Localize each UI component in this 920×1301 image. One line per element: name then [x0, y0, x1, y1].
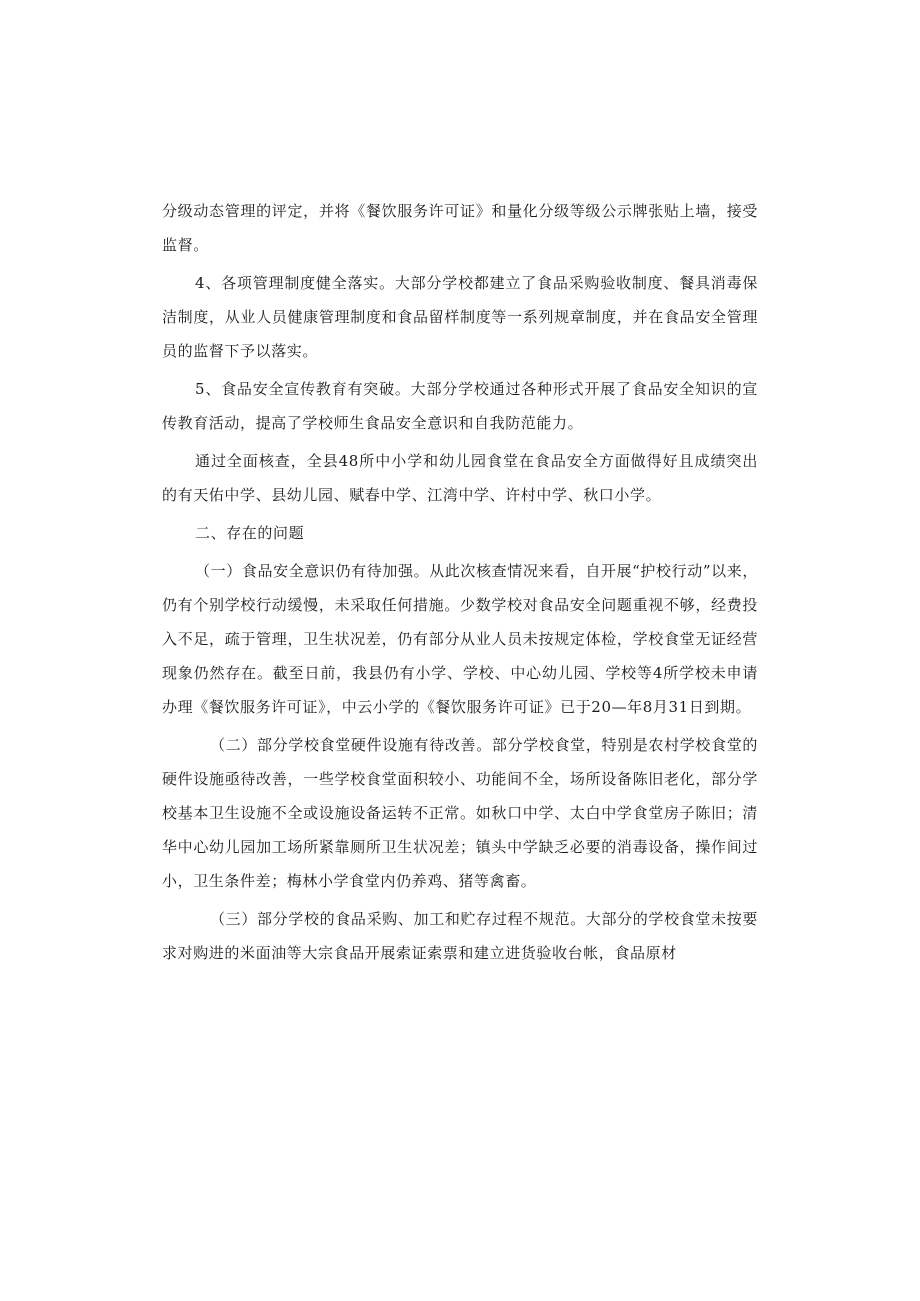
document-body: [162, 194, 758, 970]
paragraph-problem-awareness: （一）食品安全意识仍有待加强。从此次核查情况来看，自开展“护校行动”以来，仍有个别学校行动缓慢，未采取任何措施。少数学校对食品安全问题重视不够，经费投入不足，疏于管理，卫生状况差，仍有部分从业人员未按规定体检，学校食堂无证经营现象仍然存在。截至日前，我县仍有小学、学校、中心幼儿园、学校等4所学校未申请办理《餐饮服务许可证》，中云小学的《餐饮服务许可证》已于20—年8月31日到期。: [162, 562, 758, 716]
paragraph-inspection-results: 通过全面核查，全县48所中小学和幼儿园食堂在食品安全方面做得好且成绩突出的有天佑中学、县幼儿园、赋春中学、江湾中学、许村中学、秋口小学。: [162, 452, 758, 504]
paragraph-safety-education: 5、食品安全宣传教育有突破。大部分学校通过各种形式开展了食品安全知识的宣传教育活动，提高了学校师生食品安全意识和自我防范能力。: [162, 380, 758, 432]
section-heading-problems: 二、存在的问题: [195, 524, 305, 542]
paragraph-management-systems: 4、各项管理制度健全落实。大部分学校都建立了食品采购验收制度、餐具消毒保洁制度，从业人员健康管理制度和食品留样制度等一系列规章制度，并在食品安全管理员的监督下予以落实。: [162, 274, 758, 360]
paragraph-problem-procurement: （三）部分学校的食品采购、加工和贮存过程不规范。大部分的学校食堂未按要求对购进的米面油等大宗食品开展索证索票和建立进货验收台帐，食品原材: [162, 910, 758, 962]
paragraph-continuation: 分级动态管理的评定，并将《餐饮服务许可证》和量化分级等级公示牌张贴上墙，接受监督。: [162, 202, 758, 254]
paragraph-problem-facilities: （二）部分学校食堂硬件设施有待改善。部分学校食堂，特别是农村学校食堂的硬件设施亟待改善，一些学校食堂面积较小、功能间不全，场所设备陈旧老化，部分学校基本卫生设施不全或设施设备运转不正常。如秋口中学、太白中学食堂房子陈旧；清华中心幼儿园加工场所紧靠厕所卫生状况差；镇头中学缺乏必要的消毒设备，操作间过小，卫生条件差；梅林小学食堂内仍养鸡、猪等禽畜。: [162, 736, 758, 890]
